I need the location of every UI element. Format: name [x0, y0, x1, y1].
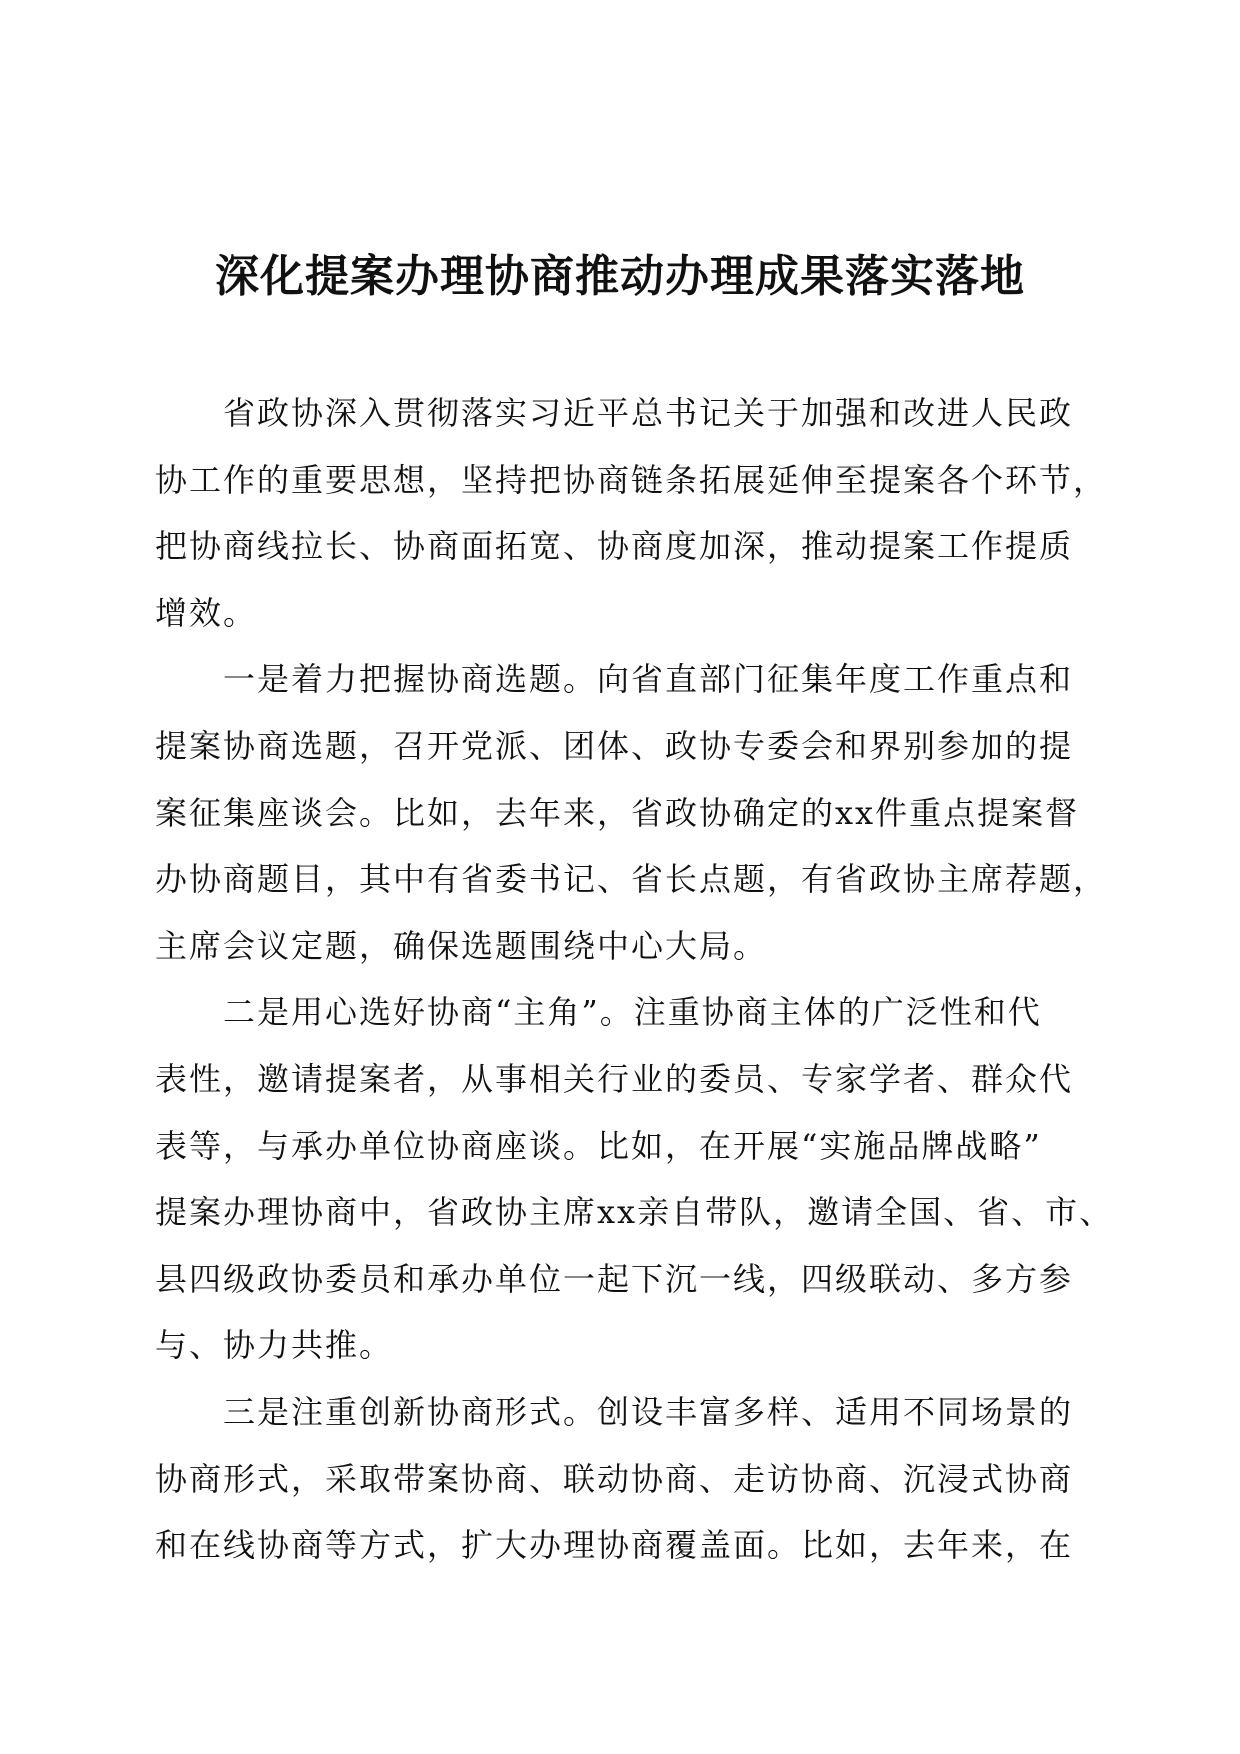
paragraph-line: 主席会议定题，确保选题围绕中心大局。	[155, 926, 768, 965]
document-title: 深化提案办理协商推动办理成果落实落地	[215, 251, 1025, 302]
paragraph-line: 提案协商选题，召开党派、团体、政协专委会和界别参加的提	[155, 726, 1074, 765]
paragraph-line: 县四级政协委员和承办单位一起下沉一线，四级联动、多方参	[155, 1259, 1074, 1298]
paragraph-line: 把协商线拉长、协商面拓宽、协商度加深，推动提案工作提质	[155, 527, 1074, 566]
paragraph-line: 与、协力共推。	[155, 1326, 394, 1365]
paragraph-intro	[155, 380, 1108, 646]
document-body	[155, 380, 1114, 1579]
paragraph-participants	[155, 979, 1114, 1379]
paragraph-formats	[155, 1379, 1085, 1579]
paragraph-line: 省政协深入贯彻落实习近平总书记关于加强和改进人民政	[223, 394, 1074, 432]
paragraph-line: 协工作的重要思想，坚持把协商链条拓展延伸至提案各个环节，	[155, 460, 1108, 499]
paragraph-line: 提案办理协商中，省政协主席xx亲自带队，邀请全国、省、市、	[155, 1193, 1114, 1232]
paragraph-line: 表性，邀请提案者，从事相关行业的委员、专家学者、群众代	[155, 1059, 1074, 1098]
paragraph-line: 一是着力把握协商选题。向省直部门征集年度工作重点和	[223, 660, 1074, 699]
paragraph-line: 三是注重创新协商形式。创设丰富多样、适用不同场景的	[223, 1392, 1074, 1431]
paragraph-line: 办协商题目，其中有省委书记、省长点题，有省政协主席荐题，	[155, 860, 1108, 899]
paragraph-line: 协商形式，采取带案协商、联动协商、走访协商、沉浸式协商	[155, 1459, 1074, 1498]
paragraph-line: 增效。	[155, 593, 258, 632]
paragraph-line: 和在线协商等方式，扩大办理协商覆盖面。比如，去年来，在	[155, 1526, 1074, 1565]
paragraph-line: 二是用心选好协商“主角”。注重协商主体的广泛性和代	[223, 993, 1042, 1032]
paragraph-line: 案征集座谈会。比如，去年来，省政协确定的xx件重点提案督	[155, 793, 1080, 832]
paragraph-topic-selection	[155, 646, 1108, 979]
paragraph-line: 表等，与承办单位协商座谈。比如，在开展“实施品牌战略”	[155, 1126, 1042, 1165]
